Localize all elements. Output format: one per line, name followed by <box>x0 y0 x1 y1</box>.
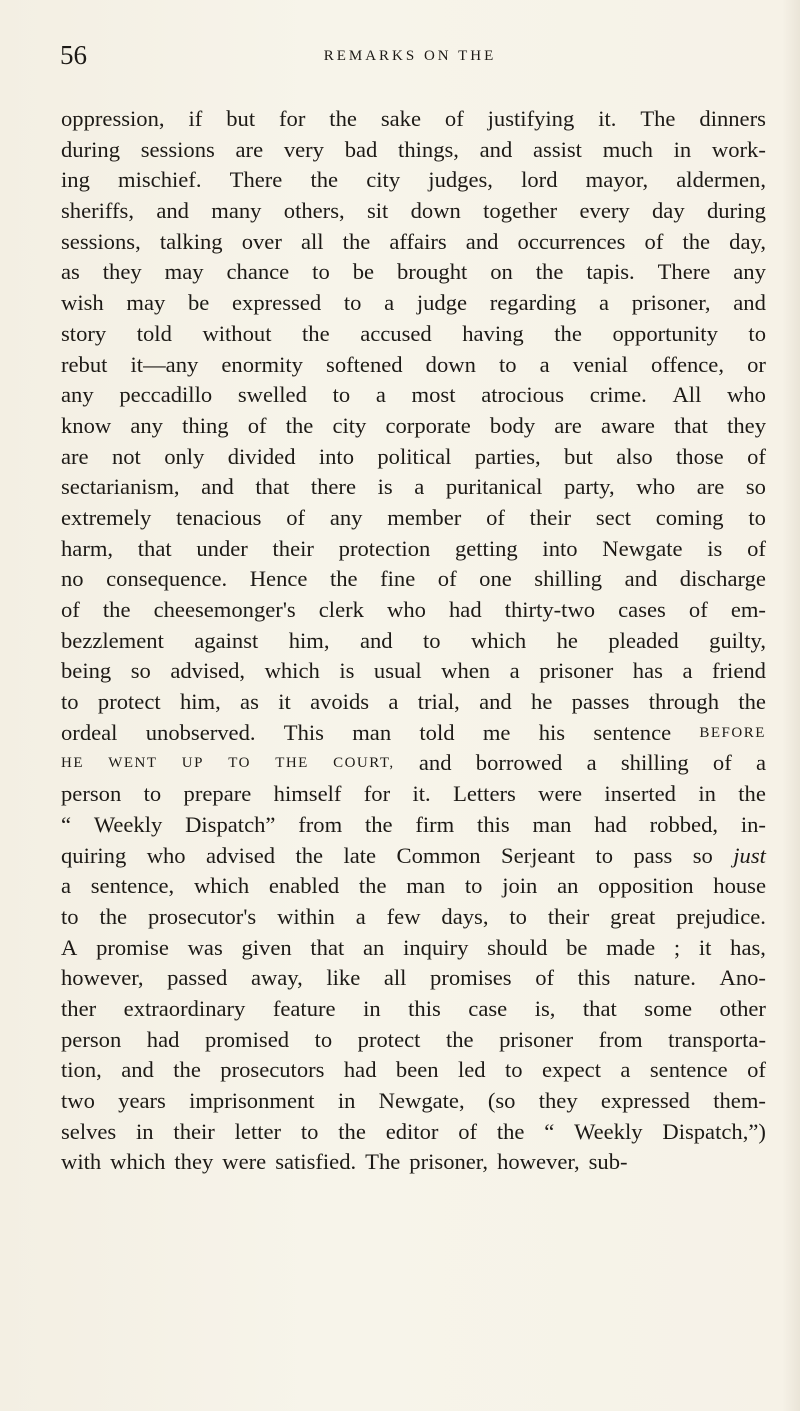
text-line: selves in their letter to the editor of the “ Weekly Dispatch,”) <box>61 1118 766 1144</box>
text-line: tion, and the prosecutors had been led to expect a sentence of <box>61 1057 766 1083</box>
text-line: a sentence, which enabled the man to join an opposition house <box>61 873 766 899</box>
text-line: oppression, if but for the sake of justifying it. The dinners <box>61 106 766 131</box>
text-line: quiring who advised the late Common Serjeant to pass so just <box>61 842 766 868</box>
text-line: harm, that under their protection getting into Newgate is of <box>61 535 766 561</box>
text-line: ing mischief. There the city judges, lord mayor, aldermen, <box>61 167 766 193</box>
text-line: being so advised, which is usual when a prisoner has a friend <box>61 658 766 684</box>
body-text <box>61 104 766 1178</box>
text-line: during sessions are very bad things, and assist much in work- <box>61 136 766 162</box>
text-line: extremely tenacious of any member of their sect coming to <box>61 504 766 530</box>
text-line: sessions, talking over all the affairs and occurrences of the day, <box>61 228 766 254</box>
text-line: HE WENT UP TO THE COURT, and borrowed a shilling of a <box>61 750 766 776</box>
text-line: “ Weekly Dispatch” from the firm this man had robbed, in- <box>61 811 766 837</box>
text-line: know any thing of the city corporate body are aware that they <box>61 412 766 438</box>
page-edge-shadow <box>782 0 800 1411</box>
text-line: person had promised to protect the prisoner from transporta- <box>61 1026 766 1052</box>
text-line: ther extraordinary feature in this case is, that some other <box>61 995 766 1021</box>
text-line: two years imprisonment in Newgate, (so they expressed them- <box>61 1088 766 1113</box>
text-line: no consequence. Hence the fine of one shilling and discharge <box>61 566 766 592</box>
text-line: rebut it—any enormity softened down to a venial offence, or <box>61 351 766 377</box>
text-line: any peccadillo swelled to a most atrocious crime. All who <box>61 382 766 408</box>
text-line: bezzlement against him, and to which he pleaded guilty, <box>61 627 766 653</box>
text-line: as they may chance to be brought on the tapis. There any <box>61 259 766 285</box>
running-head: REMARKS ON THE <box>323 48 497 64</box>
text-line: wish may be expressed to a judge regarding a prisoner, and <box>61 290 766 316</box>
text-line: person to prepare himself for it. Letters were inserted in the <box>61 781 766 807</box>
text-line: to protect him, as it avoids a trial, and he passes through the <box>61 689 766 715</box>
text-line: A promise was given that an inquiry should be made ; it has, <box>61 934 766 960</box>
text-line: story told without the accused having the opportunity to <box>61 320 766 346</box>
text-line: to the prosecutor's within a few days, to their great prejudice. <box>61 903 766 929</box>
text-line: with which they were satisfied. The prisoner, however, sub- <box>61 1149 628 1175</box>
text-line: sectarianism, and that there is a puritanical party, who are so <box>61 474 766 500</box>
page-header <box>60 40 760 80</box>
text-line: are not only divided into political parties, but also those of <box>61 443 766 469</box>
text-line: however, passed away, like all promises of this nature. Ano- <box>61 965 766 991</box>
text-line: ordeal unobserved. This man told me his sentence BEFORE <box>61 719 766 745</box>
text-line: sheriffs, and many others, sit down together every day during <box>61 198 766 224</box>
text-line: of the cheesemonger's clerk who had thirty-two cases of em- <box>61 597 766 622</box>
page-number: 56 <box>60 40 87 70</box>
